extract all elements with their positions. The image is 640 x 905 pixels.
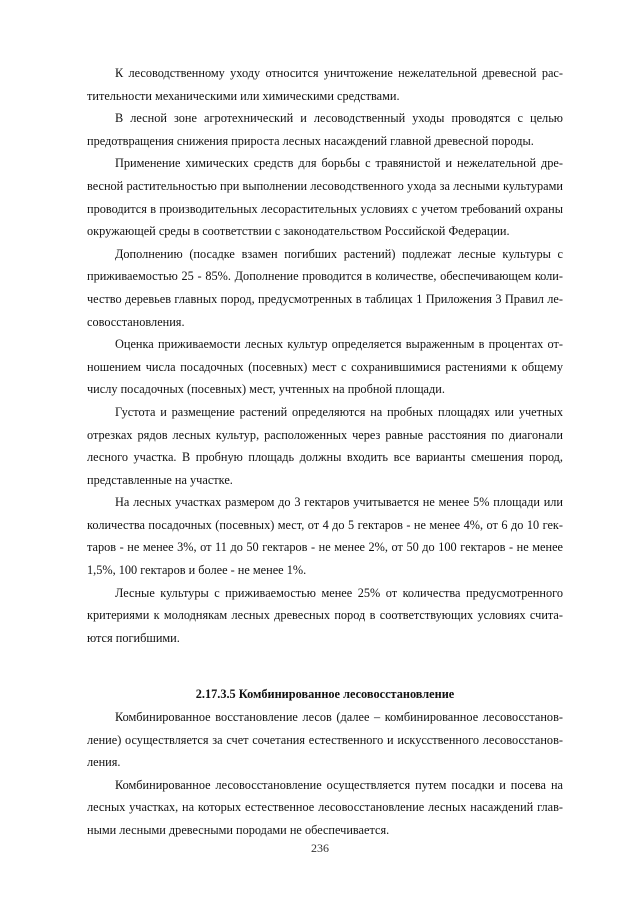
document-body [87,62,563,842]
page-number: 236 [311,841,329,855]
paragraph: Комбинированное восстановление лесов (далее – комбинированное лесовосстановление) осуществляется за счет сочетания естественного и искусственного лесовосстановления. [87,710,563,770]
paragraph: На лесных участках размером до 3 гектаров учитывается не менее 5% площади или количества посадочных (посевных) мест, от 4 до 5 гектаров - не менее 4%, от 6 до 10 гектаров - не менее 3%, от 11 до 50 гектаров - не менее 2%, от 50 до 100 гектаров - не менее 1,5%, 100 гектаров и более - не менее 1%. [87,495,563,578]
paragraph: В лесной зоне агротехнический и лесоводственный уходы проводятся с целью предотвращения снижения прироста лесных насаждений главной древесной породы. [87,111,563,148]
section-heading: 2.17.3.5 Комбинированное лесовосстановление [195,687,455,702]
paragraph: Дополнению (посадке взамен погибших растений) подлежат лесные культуры с приживаемостью 25 - 85%. Дополнение проводится в количестве, обеспечивающем количество деревьев главных пород, предусмотренных в таблицах 1 Приложения 3 Правил лесовосстановления. [87,246,563,329]
paragraph: Лесные культуры с приживаемостью менее 25% от количества предусмотренного критериями к молоднякам лесных древесных пород в соответствующих условиях считаются погибшими. [87,585,563,645]
paragraph: Применение химических средств для борьбы с травянистой и нежелательной древесной растительностью при выполнении лесоводственного ухода за лесными культурами проводится в производительных лесорастительных условиях с учетом требований охраны окружающей среды в соответствии с законодательством Российской Федерации. [87,156,563,239]
paragraph: Комбинированное лесовосстановление осуществляется путем посадки и посева на лесных участках, на которых естественное лесовосстановление лесных насаждений главными лесными древесными породами не обеспечивается. [87,777,563,837]
paragraph: Оценка приживаемости лесных культур определяется выраженным в процентах отношением числа посадочных (посевных) мест с сохранившимися растениями к общему числу посадочных (посевных) мест, учтенных на пробной площади. [87,337,563,397]
paragraph: К лесоводственному уходу относится уничтожение нежелательной древесной растительности механическими или химическими средствами. [87,66,563,103]
paragraph: Густота и размещение растений определяются на пробных площадях или учетных отрезках рядов лесных культур, расположенных через равные расстояния по диагонали лесного участка. В пробную площадь должны входить все варианты смешения пород, представленные на участке. [87,404,563,487]
